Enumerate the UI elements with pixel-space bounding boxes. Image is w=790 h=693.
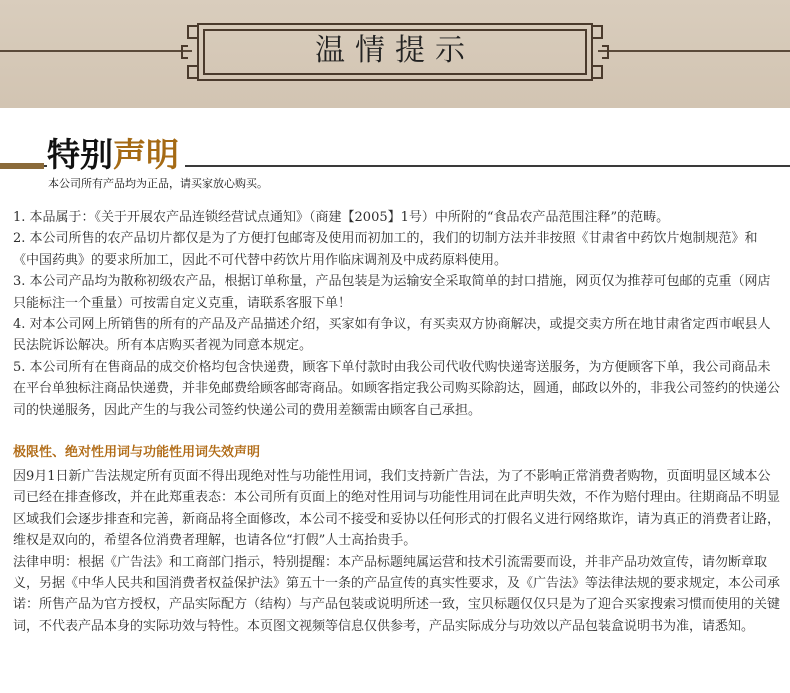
heading-title-part-a: 特别 xyxy=(47,135,113,174)
special-statement-heading xyxy=(0,125,790,185)
statement-item: 1. 本品属于：《关于开展农产品连锁经营试点通知》（商建【2005】1号）中所附的“食品农产品范围注释”的范畴。 xyxy=(13,210,670,225)
heading-subtitle: 本公司所有产品均为正品，请买家放心购买。 xyxy=(48,177,268,190)
heading-accent-bar xyxy=(0,163,44,169)
section2-paragraph: 因9月1日新广告法规定所有页面不得出现绝对性与功能性用词，我们支持新广告法，为了不影响正常消费者购物，页面明显区域本公司已经在排查修改，并在此郑重表态：本公司所有页面上的绝对性用词与功能性用词在此声明失效，不作为赔付理由。往期商品不明显区域我们会逐步排查和完善，新商品将全面修改，本公司不接受和妥协以任何形式的打假名义进行网络欺诈，请为真正的消费者让路，维权是双向的，希望各位消费者理解，也请各位“打假”人士高抬贵手。 xyxy=(13,469,781,549)
section2-body xyxy=(13,466,783,637)
banner-title: 温情提示 xyxy=(315,33,475,68)
statement-item: 5. 本公司所有在售商品的成交价格均包含快递费，顾客下单付款时由我公司代收代购快递寄送服务，为方便顾客下单，我公司商品未在平台单独标注商品快递费，并非免邮费给顾客邮寄商品。如顾客指定我公司购买除韵达，圆通，邮政以外的，非我公司签约的快递公司的快递服务，因此产生的与我公司签约快递公司的费用差额需由顾客自己承担。 xyxy=(13,359,781,418)
banner xyxy=(0,0,790,108)
statement-item: 2. 本公司所售的农产品切片都仅是为了方便打包邮寄及使用而初加工的，我们的切制方法并非按照《甘肃省中药饮片炮制规范》和《中国药典》的要求所加工，因此不可代替中药饮片用作临床调剂及中成药原料使用。 xyxy=(13,231,758,268)
statement-item: 4. 对本公司网上所销售的所有的产品及产品描述介绍，买家如有争议，有买卖双方协商解决，或提交卖方所在地甘肃省定西市岷县人民法院诉讼解决。所有本店购买者视为同意本规定。 xyxy=(13,317,771,354)
section2-paragraph: 法律申明：根据《广告法》和工商部门指示，特别提醒：本产品标题纯属运营和技术引流需要而设，并非产品功效宣传，请勿断章取义，另据《中华人民共和国消费者权益保护法》第五十一条的产品宣传的真实性要求，及《广告法》等法律法规的要求规定，本公司承诺：所售产品为官方授权，产品实际配方（结构）与产品包装或说明所述一致，宝贝标题仅仅只是为了迎合买家搜索习惯而使用的关键词，不代表产品本身的实际功效与特性。本页图文视频等信息仅供参考，产品实际成分与功效以产品包装盒说明书为准，请悉知。 xyxy=(13,554,781,634)
section2-title: 极限性、绝对性用词与功能性用词失效声明 xyxy=(13,445,261,460)
statement-item: 3. 本公司产品均为散称初级农产品，根据订单称量，产品包装是为运输安全采取简单的封口措施，网页仅为推荐可包邮的克重（网店只能标注一个重量）可按需自定义克重，请联系客服下单！ xyxy=(13,274,771,311)
banner-rule-right xyxy=(598,50,790,52)
heading-title-part-b: 声明 xyxy=(113,135,179,174)
heading-title xyxy=(47,133,185,177)
statement-list xyxy=(13,207,783,421)
banner-rule-left xyxy=(0,50,192,52)
